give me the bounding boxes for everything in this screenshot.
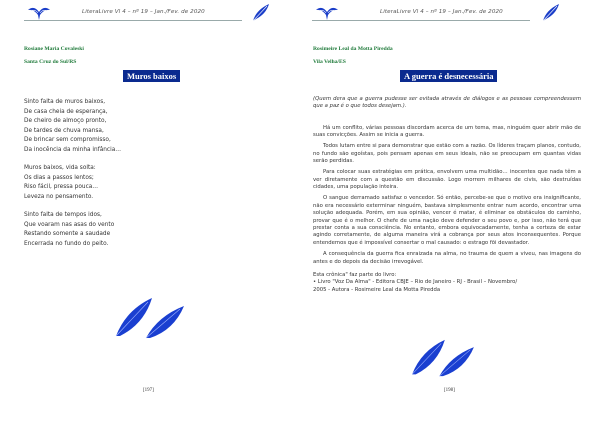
author-name: Rosiane Maria Covaleski <box>24 46 84 52</box>
poem-line: Leveza no pensamento. <box>24 193 94 200</box>
header-rule <box>24 20 242 21</box>
poem-line: De cheiro de almoço pronto, <box>24 118 107 124</box>
page-header: LiteraLivre Vl 4 – nº 19 – Jan./Fev. de 2020 <box>380 9 503 15</box>
poem-stanza <box>24 211 121 249</box>
author-name: Rosimeire Leal da Motta Piredda <box>313 46 393 52</box>
book-note-line: 2005 - Autora - Rosimeire Leal da Motta Piredda <box>313 286 441 293</box>
article-paragraph: O sangue derramado satisfaz o vencedor. Só então, percebe-se que o motivo era insignificante, não era necessário exterminar ninguém, bastava simplesmente entrar num acordo, encontrar uma solução adequada. Porém, em sua opinião, vencer é matar, é eliminar os obstáculos do caminho, provar que é o melhor. O chefe de uma nação deve defender o seu povo e, por isso, não terá que prestar conta a sua consciência. No entanto, embora equivocadamente, tenha a certeza de estar agindo corretamente, de alguma maneira virá a cobrança por seus atos inconsequentes. Porque entendemos que é impossível consertar o mal causado: o estrago fõi devastador. <box>313 195 581 246</box>
poem-stanza <box>24 164 121 202</box>
page-number: [198] <box>444 388 455 393</box>
author-city: Vila Velha/ES <box>313 59 346 65</box>
poem-line: Riso fácil, pressa pouca… <box>24 184 99 190</box>
article-paragraph: Há um conflito, várias pessoas discordam acerca de um tema, mas, ninguém quer abrir mão de suas convicções. Assim se inicia a guerra. <box>313 124 581 139</box>
feathers-icon <box>112 296 188 340</box>
article-intro: (Quem dera que a guerra pudesse ser evitada através de diálogos e as pessoas compreendessem que a paz é o que todos desejam.). <box>313 96 581 110</box>
poem-line: Restando somente a saudade <box>24 231 111 237</box>
poem-line: Os dias a passos lentos; <box>24 174 94 181</box>
poem-line: De casa cheia de esperança, <box>24 108 108 115</box>
feathers-icon <box>408 338 478 378</box>
book-note-line: Esta crônica" faz parte do livro: <box>313 271 397 278</box>
poem-line: De tardes de chuva mansa, <box>24 127 104 134</box>
poem-line: Que voaram nas asas do vento <box>24 221 115 228</box>
book-note-line: • Livro "Voz Da Alma" - Editora CBJE – Rio de Janeiro - RJ - Brasil – Novembro/ <box>313 279 518 286</box>
page-header: LiteraLivre Vl 4 – nº 19 – Jan./Fev. de 2020 <box>82 9 205 15</box>
poem-line: Muros baixos, vida solta: <box>24 165 96 171</box>
article-body <box>313 96 581 298</box>
article-paragraph: A consequência da guerra fica enraizada na alma, no trauma de quem a viveu, nas imagens do antes e do depois da decisão irrevogável. <box>313 251 581 265</box>
header-rule <box>312 20 530 21</box>
author-city: Santa Cruz do Sul/RS <box>24 59 77 65</box>
poem-line: Encerrada no fundo do peito. <box>24 240 109 247</box>
poem-line: Sinto falta de tempos idos, <box>24 212 102 218</box>
article-paragraph: Todos lutam entre si para demonstrar que estão com a razão. Os líderes traçam planos, contudo, no fundo são egoístas, pois pensam apenas em seus ideais, não se preocupam em quantas vidas serão perdidas. <box>313 143 581 165</box>
poem-line: Sinto falta de muros baixos, <box>24 99 106 105</box>
poem-stanza <box>24 98 121 155</box>
article-title: Muros baixos <box>123 70 180 82</box>
article-title: A guerra é desnecessária <box>400 70 497 82</box>
article-paragraph: Para colocar suas estratégias em prática, envolvem uma multidão… inocentes que nada têm a ver diretamente com a questão em discussão. Logo morrem milhares de civis, são destruídas cidades, uma população inteira. <box>313 169 581 191</box>
poem-line: De brincar sem compromisso, <box>24 137 111 143</box>
page-number: [197] <box>143 388 154 393</box>
quill-icon <box>250 2 272 24</box>
poem <box>24 98 121 258</box>
quill-icon <box>540 2 562 24</box>
poem-line: Da inocência da minha infância… <box>24 146 122 153</box>
